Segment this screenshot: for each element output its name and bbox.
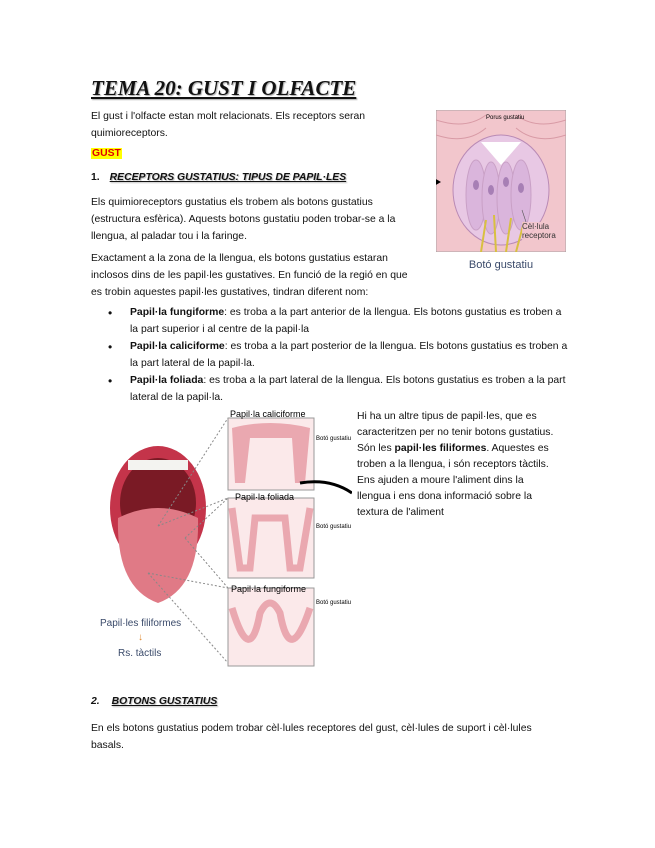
svg-text:Papil·la caliciforme: Papil·la caliciforme [230, 409, 306, 419]
paragraph-2: Exactament a la zona de la llengua, els botons gustatius estaran inclosos dins de les papil·les gustatives. En funció de la regió en que es trobin aquestes papil·les gustatives, tindran diferent nom: [91, 253, 408, 298]
list-item: • Papil·la caliciforme: es troba a la part posterior de la llengua. Els botons gustatius es troben a la part lateral de la papil·la. [108, 339, 570, 372]
svg-text:Papil·la fungiforme: Papil·la fungiforme [231, 584, 307, 594]
list-item: • Papil·la fungiforme: es troba a la part anterior de la llengua. Els botons gustatius es troben a la part superior i al centre de la papil·la [108, 305, 570, 338]
figure-caption: Botó gustatiu [468, 259, 534, 271]
papilla-list [108, 305, 570, 406]
heading-2: 2. BOTONS GUSTATIUS [91, 696, 218, 707]
paragraph-3: En els botons gustatius podem trobar cèl·lules receptores del gust, cèl·lules de suport i cèl·lules basals. [91, 723, 532, 751]
heading-1: 1. RECEPTORS GUSTATIUS: TIPUS DE PAPIL·LES [91, 172, 347, 183]
svg-text:Porus gustatiu: Porus gustatiu [486, 115, 525, 121]
cell-receptor-label: Cèl·lula receptora [522, 222, 564, 240]
intro-paragraph: El gust i l'olfacte estan molt relacionats. Els receptors seran quimioreceptors. [91, 111, 365, 139]
section-gust: GUST [92, 148, 121, 159]
svg-text:↓: ↓ [138, 632, 143, 643]
svg-text:Botó gustatiu: Botó gustatiu [316, 436, 352, 442]
svg-text:Botó gustatiu: Botó gustatiu [316, 600, 352, 606]
tongue-figure [100, 408, 352, 668]
taste-bud-figure [436, 110, 566, 272]
svg-text:Papil·la foliada: Papil·la foliada [235, 492, 295, 502]
svg-text:Rs. tàctils: Rs. tàctils [118, 648, 162, 659]
svg-text:Botó gustatiu: Botó gustatiu [316, 524, 352, 530]
list-item: • Papil·la foliada: es troba a la part lateral de la llengua. Els botons gustatius es troben a la part lateral de la papil·la. [108, 373, 570, 406]
tongue-illustration [100, 408, 352, 668]
svg-text:Papil·les filiformes: Papil·les filiformes [100, 618, 182, 629]
side-paragraph: Hi ha un altre tipus de papil·les, que es caracteritzen per no tenir botons gustatius. Són les papil·les filiformes. Aquestes es troben a la llengua, i són receptors tàctils. Ens ajuden a moure l'aliment dins la llengua i ens dona informació sobre la textura de l'aliment [357, 411, 554, 518]
page-title: TEMA 20: GUST I OLFACTE [91, 76, 357, 100]
paragraph-1: Els quimioreceptors gustatius els trobem als botons gustatius (estructura esfèrica). Aquests botons gustatiu poden trobar-se a la llengua, al paladar tou i la faringe. [91, 197, 396, 242]
